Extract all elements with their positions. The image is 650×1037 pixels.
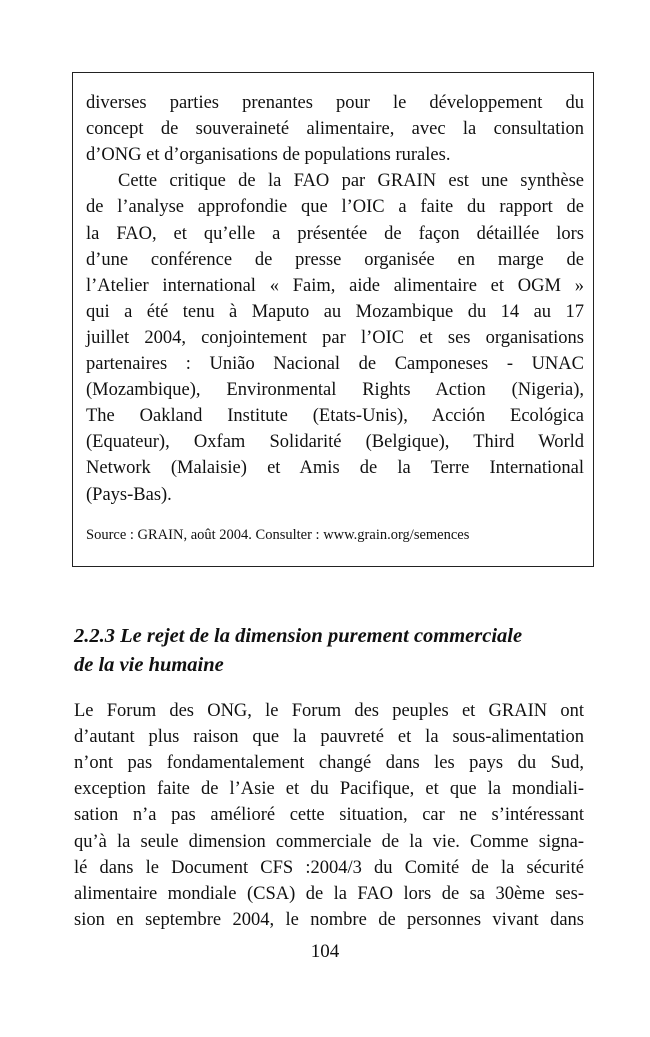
box-text-line: partenaires : União Nacional de Camponeses - UNAC — [86, 354, 584, 374]
box-text-line: The Oakland Institute (Etats-Unis), Acción Ecológica — [86, 406, 584, 427]
section-heading-line-2: de la vie humaine — [74, 654, 224, 676]
box-text-line: la FAO, et qu’elle a présentée de façon détaillée lors — [86, 223, 584, 244]
body-text-line: exception faite de l’Asie et du Pacifique, et que la mondiali- — [74, 779, 584, 800]
box-text-line: (Equateur), Oxfam Solidarité (Belgique), Third World — [86, 432, 584, 453]
box-text-line: Cette critique de la FAO par GRAIN est une synthèse — [118, 171, 584, 192]
body-text-line: lé dans le Document CFS :2004/3 du Comité de la sécurité — [74, 857, 584, 878]
box-text-line: qui a été tenu à Maputo au Mozambique du 14 au 17 — [86, 301, 584, 322]
body-text-line: Le Forum des ONG, le Forum des peuples et GRAIN ont — [74, 701, 584, 721]
body-text-line: alimentaire mondiale (CSA) de la FAO lors de sa 30ème ses- — [74, 883, 584, 904]
box-text-line: l’Atelier international « Faim, aide alimentaire et OGM » — [86, 275, 584, 296]
section-heading-line-1: 2.2.3 Le rejet de la dimension purement commerciale — [74, 625, 523, 647]
box-text-line: concept de souveraineté alimentaire, avec la consultation — [86, 119, 584, 140]
body-text-line: d’autant plus raison que la pauvreté et la sous-alimentation — [74, 727, 584, 748]
box-text-line: Network (Malaisie) et Amis de la Terre International — [86, 458, 584, 479]
box-text-line: d’ONG et d’organisations de populations rurales. — [86, 145, 451, 166]
box-text-line: juillet 2004, conjointement par l’OIC et ses organisations — [86, 327, 584, 348]
box-text-line: diverses parties prenantes pour le développement du — [86, 93, 584, 113]
page-number: 104 — [310, 941, 340, 962]
body-text-line: sation n’a pas amélioré cette situation, car ne s’intéressant — [74, 805, 584, 826]
body-text-line: n’ont pas fondamentalement changé dans les pays du Sud, — [74, 753, 584, 774]
box-text-line: de l’analyse approfondie que l’OIC a faite du rapport de — [86, 197, 584, 218]
body-text-line: sion en septembre 2004, le nombre de personnes vivant dans — [74, 909, 584, 930]
box-text-line: d’une conférence de presse organisée en marge de — [86, 249, 584, 270]
body-text-line: qu’à la seule dimension commerciale de la vie. Comme signa- — [74, 831, 584, 852]
box-text-line: (Mozambique), Environmental Rights Action (Nigeria), — [86, 380, 584, 401]
source-note: Source : GRAIN, août 2004. Consulter : www.grain.org/semences — [86, 527, 470, 543]
box-text-line: (Pays-Bas). — [86, 484, 172, 505]
